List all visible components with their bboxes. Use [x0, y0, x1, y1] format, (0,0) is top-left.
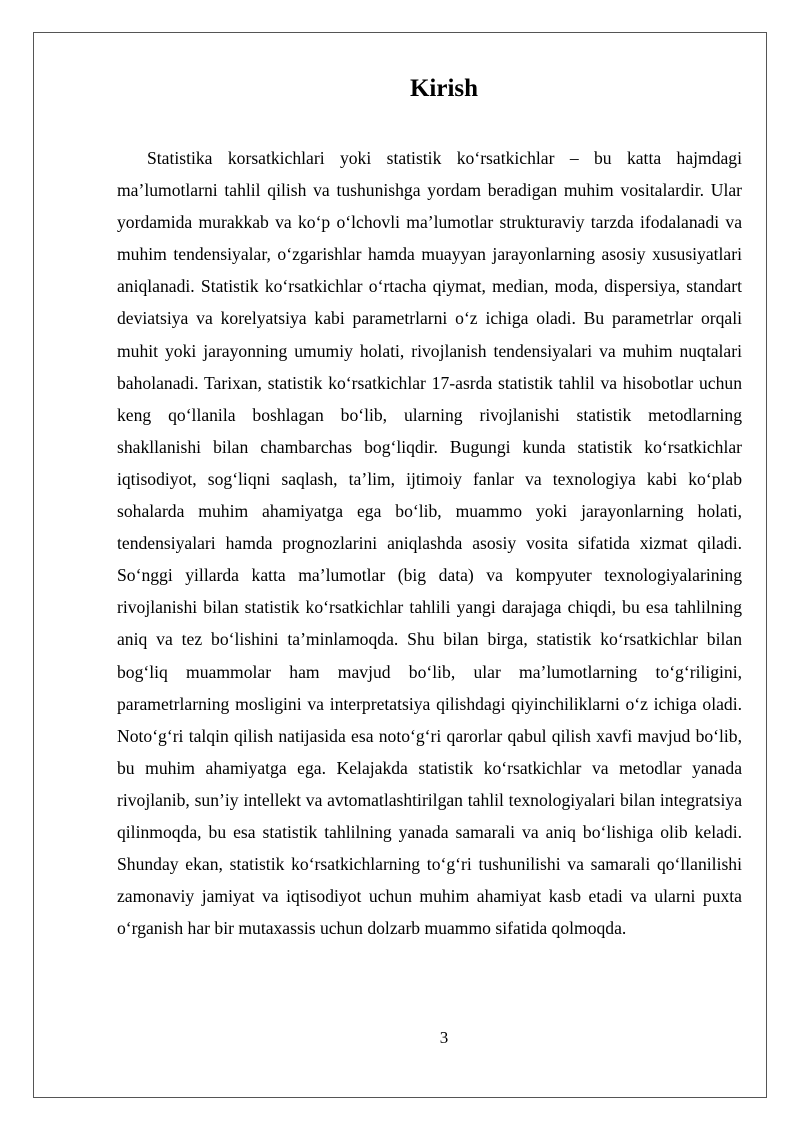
body-paragraph: Statistika korsatkichlari yoki statistik ko‘rsatkichlar – bu katta hajmdagi ma’lumotlarni tahlil qilish va tushunishga yordam beradigan muhim vositalardir. Ular yordamida murakkab va ko‘p o‘lchovli ma’lumotlar strukturaviy tarzda ifodalanadi va muhim tendensiyalar, o‘zgarishlar hamda muayyan jarayonlarning asosiy xususiyatlari aniqlanadi. Statistik ko‘rsatkichlar o‘rtacha qiymat, median, moda, dispersiya, standart deviatsiya va korelyatsiya kabi parametrlarni o‘z ichiga oladi. Bu parametrlar orqali muhit yoki jarayonning umumiy holati, rivojlanish tendensiyalari va muhim nuqtalari baholanadi. Tarixan, statistik ko‘rsatkichlar 17-asrda statistik tahlil va hisobotlar uchun keng qo‘llanila boshlagan bo‘lib, ularning rivojlanishi statistik metodlarning shakllanishi bilan chambarchas bog‘liqdir. Bugungi kunda statistik ko‘rsatkichlar iqtisodiyot, sog‘liqni saqlash, ta’lim, ijtimoiy fanlar va texnologiya kabi ko‘plab sohalarda muhim ahamiyatga ega bo‘lib, muammo yoki jarayonlarning holati, tendensiyalari hamda prognozlarini aniqlashda asosiy vosita sifatida xizmat qiladi. So‘nggi yillarda katta ma’lumotlar (big data) va kompyuter texnologiyalarining rivojlanishi bilan statistik ko‘rsatkichlar tahlili yangi darajaga chiqdi, bu esa tahlilning aniq va tez bo‘lishini ta’minlamoqda. Shu bilan birga, statistik ko‘rsatkichlar bilan bog‘liq muammolar ham mavjud bo‘lib, ular ma’lumotlarning to‘g‘riligini, parametrlarning mosligini va interpretatsiya qilishdagi qiyinchiliklarni o‘z ichiga oladi. Noto‘g‘ri talqin qilish natijasida esa noto‘g‘ri qarorlar qabul qilish xavfi mavjud bo‘lib, bu muhim ahamiyatga ega. Kelajakda statistik ko‘rsatkichlar va metodlar yanada rivojlanib, sun’iy intellekt va avtomatlashtirilgan tahlil texnologiyalari bilan integratsiya qilinmoqda, bu esa statistik tahlilning yanada samarali va aniq bo‘lishiga olib keladi. Shunday ekan, statistik ko‘rsatkichlarning to‘g‘ri tushunilishi va samarali qo‘llanilishi zamonaviy jamiyat va iqtisodiyot uchun muhim ahamiyat kasb etadi va ularni puxta o‘rganish har bir mutaxassis uchun dolzarb muammo sifatida qolmoqda.: [117, 148, 742, 939]
page-number: 3: [439, 1028, 449, 1047]
page-title: Kirish: [409, 75, 479, 102]
